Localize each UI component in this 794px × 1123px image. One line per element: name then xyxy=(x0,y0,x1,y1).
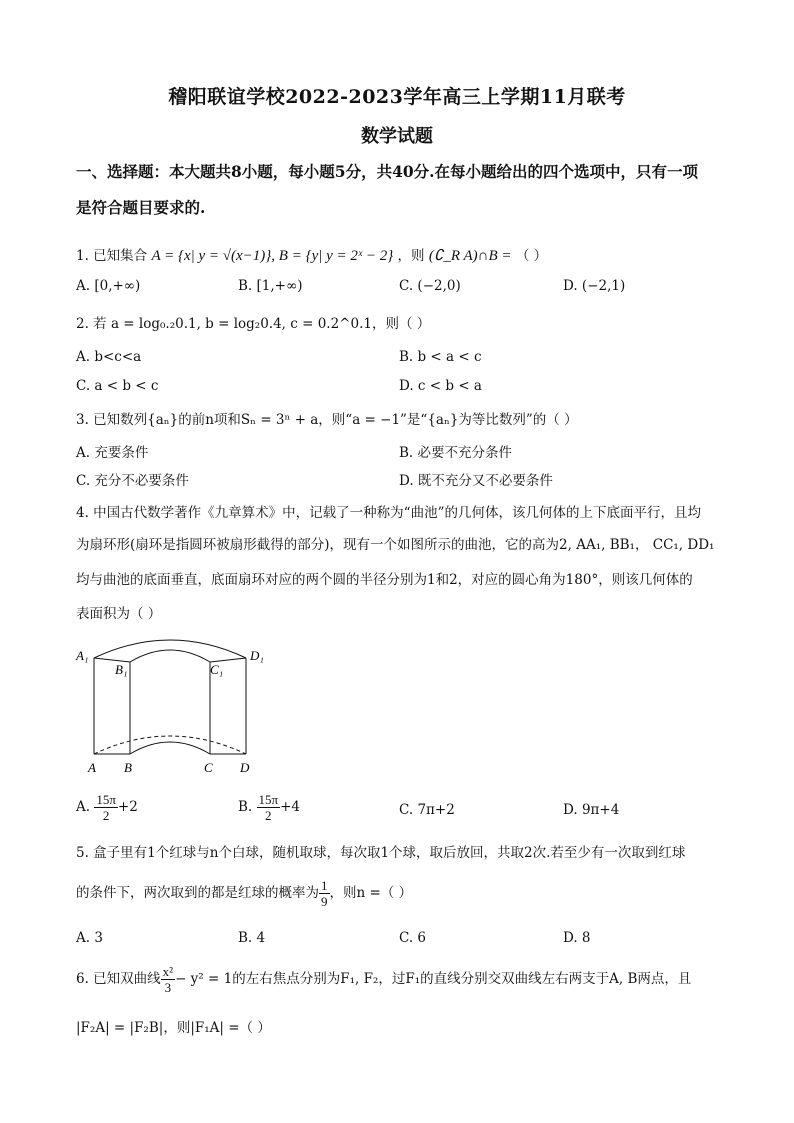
q4-line-4: 表面积为（ ） xyxy=(76,606,162,622)
label-b: B xyxy=(124,760,132,775)
question-1-stem xyxy=(76,246,736,266)
q4-option-b-den: 2 xyxy=(265,808,272,823)
section-heading-line2: 是符合题目要求的. xyxy=(76,198,206,217)
q1-option-a: A. [0,+∞) xyxy=(76,278,141,294)
label-a1: A₁ xyxy=(76,648,89,663)
q3-option-a: A. 充要条件 xyxy=(76,445,149,461)
label-d1: D₁ xyxy=(250,648,264,663)
q2-option-b: B. b < a < c xyxy=(399,349,482,365)
q2-option-d: D. c < b < a xyxy=(399,378,482,394)
q3-option-d: D. 既不充分又不必要条件 xyxy=(399,473,553,489)
figure-top-inner-arc xyxy=(130,650,210,662)
q2-option-a: A. b<c<a xyxy=(76,349,142,365)
q4-option-b-prefix: B. xyxy=(238,799,253,815)
exam-title: 稽阳联谊学校2022-2023学年高三上学期11月联考 xyxy=(168,86,626,108)
q1-stem-a: 1. 已知集合 xyxy=(76,248,148,264)
q5-option-b: B. 4 xyxy=(238,930,266,946)
q4-line-1: 4. 中国古代数学著作《九章算术》中，记载了一种称为“曲池”的几何体，该几何体的上下底面平行，且均 xyxy=(76,505,701,521)
q4-option-c-prefix: C. xyxy=(399,802,414,818)
q4-option-b-rest: +4 xyxy=(280,799,300,815)
figure-bottom-outer-arc xyxy=(94,736,246,754)
q4-option-a-fraction xyxy=(94,792,118,823)
label-c: C xyxy=(204,760,213,775)
q6-line-1b: − y² = 1的左右焦点分别为F₁, F₂，过F₁的直线分别交双曲线左右两支于A, B两点，且 xyxy=(175,971,692,987)
q6-fraction-den: 3 xyxy=(164,980,172,995)
label-b1: B₁ xyxy=(115,662,128,677)
q4-option-d-text: 9π+4 xyxy=(581,802,620,818)
q5-line-2b: ，则n =（ ） xyxy=(329,885,413,901)
label-a: A xyxy=(88,760,96,775)
q5-line-1: 5. 盒子里有1个红球与n个白球，随机取球，每次取1个球，取后放回，共取2次.若至少有一次取到红球 xyxy=(76,845,686,861)
q4-option-a-prefix: A. xyxy=(76,799,91,815)
label-c1: C₁ xyxy=(210,662,224,677)
q4-option-a-rest: +2 xyxy=(117,799,138,815)
q6-fraction-num: x² xyxy=(162,964,174,979)
q6-line-1a: 6. 已知双曲线 xyxy=(76,971,161,987)
q1-option-c: C. (−2,0) xyxy=(399,278,461,294)
q4-option-a-num: 15π xyxy=(96,792,116,807)
q5-fraction xyxy=(319,878,330,909)
q5-option-c: C. 6 xyxy=(399,930,427,946)
question-2-stem: 2. 若 a = log₀.₂0.1, b = log₂0.4, c = 0.2^0.1，则（ ） xyxy=(76,316,431,332)
q6-fraction xyxy=(161,964,175,995)
q5-line-2a: 的条件下，两次取到的都是红球的概率为 xyxy=(76,885,319,901)
q4-option-d-prefix: D. xyxy=(563,802,578,818)
section-heading-line1: 一、选择题：本大题共8小题，每小题5分，共40分.在每小题给出的四个选项中，只有一项 xyxy=(76,162,699,181)
exam-subtitle: 数学试题 xyxy=(361,126,433,147)
q4-line-2: 为扇环形(扇环是指圆环被扇形截得的部分)，现有一个如图所示的曲池，它的高为2, AA₁, BB₁， CC₁, DD₁ xyxy=(76,537,715,553)
q4-option-c xyxy=(399,800,455,820)
q1-set-expression: A = {x| y = √(x−1)}, B = {y| y = 2ˣ − 2} xyxy=(151,248,394,264)
q1-stem-b: ，则 xyxy=(397,248,425,264)
q2-option-c: C. a < b < c xyxy=(76,378,159,394)
figure-bottom-inner-arc xyxy=(130,742,210,754)
q1-option-b: B. [1,+∞) xyxy=(238,278,303,294)
figure-top-outer-arc xyxy=(94,640,246,658)
q3-option-c: C. 充分不必要条件 xyxy=(76,473,189,489)
q4-option-a-den: 2 xyxy=(102,808,110,823)
q4-option-b xyxy=(238,792,300,823)
q5-option-a: A. 3 xyxy=(76,930,103,946)
q6-line-2: |F₂A| = |F₂B|，则|F₁A| =（ ） xyxy=(76,1020,271,1036)
q5-option-d: D. 8 xyxy=(563,930,591,946)
q1-answer-paren: （ ） xyxy=(515,248,548,264)
q1-target-expression: (∁_R A)∩B = xyxy=(428,248,512,264)
q4-line-3: 均与曲池的底面垂直，底面扇环对应的两个圆的半径分别为1和2，对应的圆心角为180°，则该几何体的 xyxy=(76,572,693,588)
q4-curved-pool-figure xyxy=(72,630,272,778)
q4-option-a xyxy=(76,792,138,823)
q5-line-2 xyxy=(76,878,726,909)
q1-option-d: D. (−2,1) xyxy=(563,278,626,294)
label-d: D xyxy=(240,760,250,775)
q4-option-b-num: 15π xyxy=(258,792,279,807)
q3-option-b: B. 必要不充分条件 xyxy=(399,445,513,461)
q4-option-b-fraction xyxy=(257,792,281,823)
question-3-stem: 3. 已知数列{aₙ}的前n项和Sₙ = 3ⁿ + a，则“a = −1”是“{aₙ}为等比数列”的（ ） xyxy=(76,412,578,428)
q5-fraction-den: 9 xyxy=(321,894,328,909)
q4-option-c-text: 7π+2 xyxy=(417,802,455,818)
q5-fraction-num: 1 xyxy=(321,878,328,893)
q4-option-d xyxy=(563,800,619,820)
q6-line-1 xyxy=(76,964,726,995)
